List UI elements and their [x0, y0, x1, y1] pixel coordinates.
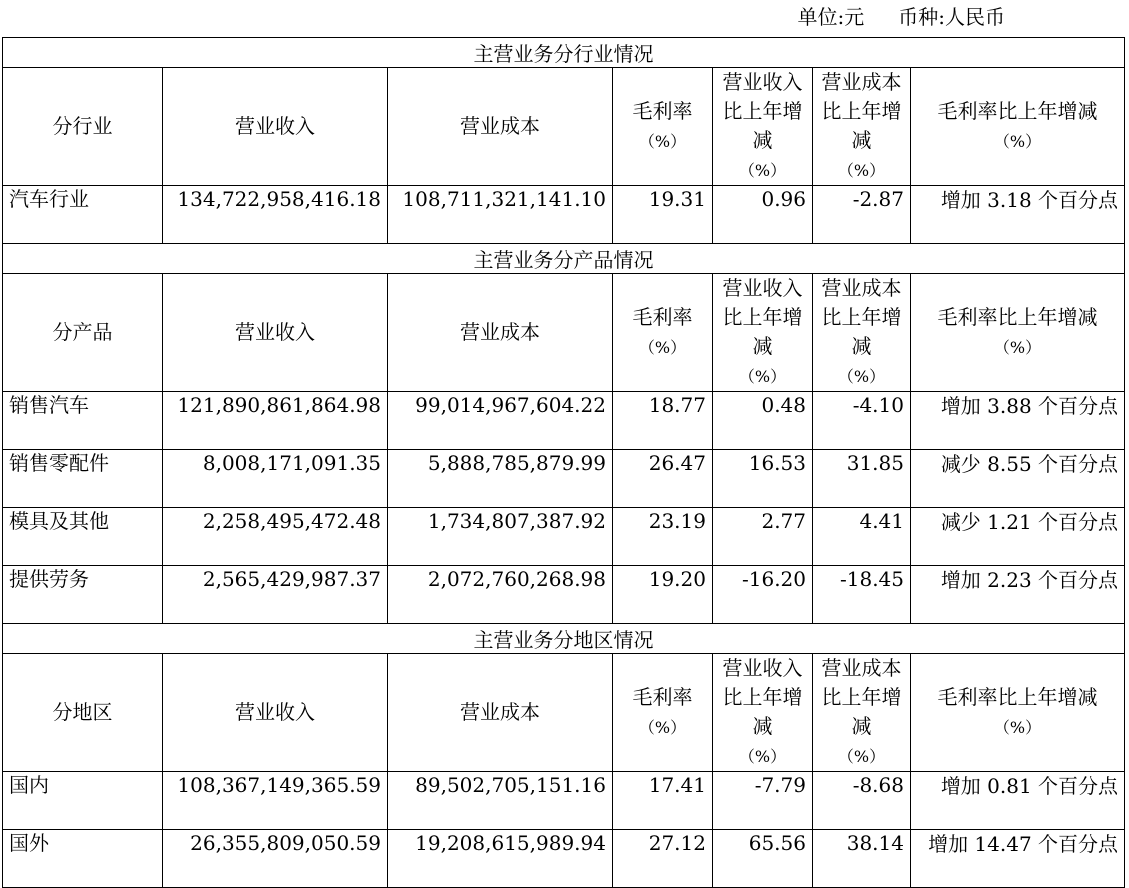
unit-label: 单位:元	[797, 5, 865, 29]
header-revenue: 营业收入	[163, 68, 388, 186]
row-label: 模具及其他	[3, 508, 163, 566]
table-row	[3, 830, 1125, 888]
cost-change-cell: -2.87	[813, 186, 911, 244]
cost-cell: 89,502,705,151.16	[388, 772, 613, 830]
table-row	[3, 772, 1125, 830]
revenue-change-cell: 65.56	[713, 830, 813, 888]
header-revenue-change-label: 营业收入比上年增减	[722, 656, 803, 738]
margin-change-cell: 增加 14.47 个百分点	[911, 830, 1125, 888]
cost-change-cell: -18.45	[813, 566, 911, 624]
header-dimension: 分产品	[3, 274, 163, 392]
header-margin-label: 毛利率	[632, 305, 693, 329]
header-margin-label: 毛利率	[632, 685, 693, 709]
header-margin	[613, 274, 713, 392]
header-cost-change	[813, 68, 911, 186]
header-margin-change	[911, 654, 1125, 772]
header-row	[3, 68, 1125, 186]
revenue-change-cell: 0.96	[713, 186, 813, 244]
table-body	[3, 38, 1125, 888]
margin-cell: 19.31	[613, 186, 713, 244]
margin-cell: 23.19	[613, 508, 713, 566]
header-cost-change-unit: （%）	[837, 161, 886, 180]
business-segment-table	[2, 37, 1125, 888]
header-margin-change	[911, 68, 1125, 186]
header-margin-label: 毛利率	[632, 99, 693, 123]
revenue-cell: 2,565,429,987.37	[163, 566, 388, 624]
margin-cell: 26.47	[613, 450, 713, 508]
header-margin-change-label: 毛利率比上年增减	[937, 305, 1098, 329]
header-revenue-change	[713, 654, 813, 772]
revenue-cell: 108,367,149,365.59	[163, 772, 388, 830]
header-margin-unit: （%）	[638, 132, 687, 151]
header-revenue: 营业收入	[163, 274, 388, 392]
margin-change-cell: 增加 3.18 个百分点	[911, 186, 1125, 244]
margin-change-cell: 增加 3.88 个百分点	[911, 392, 1125, 450]
margin-change-cell: 减少 8.55 个百分点	[911, 450, 1125, 508]
section-title-row	[3, 244, 1125, 274]
unit-line	[798, 4, 1006, 30]
margin-cell: 18.77	[613, 392, 713, 450]
header-cost: 营业成本	[388, 68, 613, 186]
header-cost-change-label: 营业成本比上年增减	[821, 656, 902, 738]
section-title-row	[3, 624, 1125, 654]
revenue-cell: 26,355,809,050.59	[163, 830, 388, 888]
margin-cell: 19.20	[613, 566, 713, 624]
revenue-change-cell: -7.79	[713, 772, 813, 830]
table-row	[3, 392, 1125, 450]
header-revenue-change-label: 营业收入比上年增减	[722, 276, 803, 358]
margin-change-cell: 增加 0.81 个百分点	[911, 772, 1125, 830]
cost-change-cell: -8.68	[813, 772, 911, 830]
revenue-change-cell: 16.53	[713, 450, 813, 508]
section-title-row	[3, 38, 1125, 68]
cost-cell: 19,208,615,989.94	[388, 830, 613, 888]
section-title: 主营业务分行业情况	[3, 38, 1125, 68]
header-cost-change-label: 营业成本比上年增减	[821, 70, 902, 152]
cost-cell: 5,888,785,879.99	[388, 450, 613, 508]
table-row	[3, 508, 1125, 566]
header-margin-change-unit: （%）	[993, 132, 1042, 151]
revenue-change-cell: 2.77	[713, 508, 813, 566]
revenue-cell: 121,890,861,864.98	[163, 392, 388, 450]
table-row	[3, 450, 1125, 508]
revenue-cell: 8,008,171,091.35	[163, 450, 388, 508]
row-label: 国外	[3, 830, 163, 888]
margin-change-cell: 减少 1.21 个百分点	[911, 508, 1125, 566]
currency-label: 币种:人民币	[898, 5, 1005, 29]
cost-cell: 1,734,807,387.92	[388, 508, 613, 566]
header-margin-change-label: 毛利率比上年增减	[937, 99, 1098, 123]
header-margin-change-unit: （%）	[993, 338, 1042, 357]
row-label: 销售零配件	[3, 450, 163, 508]
revenue-cell: 2,258,495,472.48	[163, 508, 388, 566]
header-revenue-change-unit: （%）	[738, 161, 787, 180]
cost-change-cell: 4.41	[813, 508, 911, 566]
section-title: 主营业务分地区情况	[3, 624, 1125, 654]
cost-change-cell: -4.10	[813, 392, 911, 450]
table-row	[3, 566, 1125, 624]
header-cost: 营业成本	[388, 654, 613, 772]
header-margin	[613, 654, 713, 772]
cost-change-cell: 38.14	[813, 830, 911, 888]
header-row	[3, 654, 1125, 772]
header-cost-change-unit: （%）	[837, 747, 886, 766]
row-label: 国内	[3, 772, 163, 830]
row-label: 销售汽车	[3, 392, 163, 450]
row-label: 提供劳务	[3, 566, 163, 624]
table-row	[3, 186, 1125, 244]
cost-cell: 99,014,967,604.22	[388, 392, 613, 450]
header-dimension: 分地区	[3, 654, 163, 772]
revenue-change-cell: -16.20	[713, 566, 813, 624]
cost-cell: 2,072,760,268.98	[388, 566, 613, 624]
header-cost-change-unit: （%）	[837, 367, 886, 386]
header-revenue-change	[713, 274, 813, 392]
header-cost-change	[813, 654, 911, 772]
header-margin	[613, 68, 713, 186]
cost-cell: 108,711,321,141.10	[388, 186, 613, 244]
header-margin-change-label: 毛利率比上年增减	[937, 685, 1098, 709]
header-revenue-change-unit: （%）	[738, 367, 787, 386]
header-dimension: 分行业	[3, 68, 163, 186]
header-cost: 营业成本	[388, 274, 613, 392]
revenue-cell: 134,722,958,416.18	[163, 186, 388, 244]
header-revenue: 营业收入	[163, 654, 388, 772]
header-cost-change	[813, 274, 911, 392]
revenue-change-cell: 0.48	[713, 392, 813, 450]
header-revenue-change	[713, 68, 813, 186]
header-margin-unit: （%）	[638, 338, 687, 357]
header-row	[3, 274, 1125, 392]
header-revenue-change-label: 营业收入比上年增减	[722, 70, 803, 152]
header-margin-change-unit: （%）	[993, 718, 1042, 737]
margin-cell: 27.12	[613, 830, 713, 888]
header-margin-unit: （%）	[638, 718, 687, 737]
header-cost-change-label: 营业成本比上年增减	[821, 276, 902, 358]
margin-change-cell: 增加 2.23 个百分点	[911, 566, 1125, 624]
header-revenue-change-unit: （%）	[738, 747, 787, 766]
header-margin-change	[911, 274, 1125, 392]
margin-cell: 17.41	[613, 772, 713, 830]
section-title: 主营业务分产品情况	[3, 244, 1125, 274]
cost-change-cell: 31.85	[813, 450, 911, 508]
row-label: 汽车行业	[3, 186, 163, 244]
